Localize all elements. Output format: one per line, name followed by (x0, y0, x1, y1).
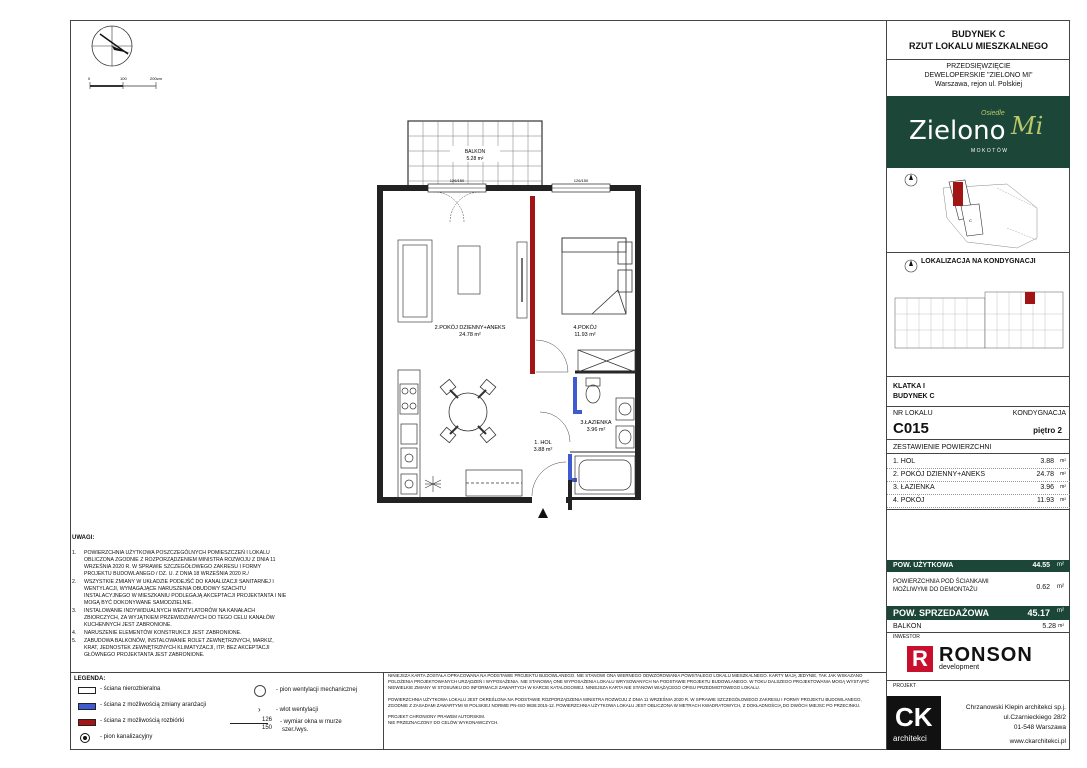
rooms-table (887, 456, 1070, 508)
pow-demontaz-value: 0.62 (1036, 584, 1050, 591)
room-row-label: 3. ŁAZIENKA (893, 484, 935, 491)
room-row-value: 11.93 (1037, 497, 1054, 504)
drain-stack-icon (80, 733, 90, 743)
balkon-value: 5.28 (1042, 623, 1056, 630)
budynek-label: BUDYNEK C (893, 393, 935, 400)
location-title: LOKALIZACJA NA KONDYGNACJI (921, 258, 1036, 265)
building-title: BUDYNEK C (951, 29, 1006, 39)
room1-label: 1. HOL (534, 440, 552, 446)
note-number: 1. (72, 550, 77, 556)
room-row-label: 4. POKÓJ (893, 497, 925, 504)
room-row-unit: m² (1060, 458, 1066, 464)
demolishable-wall (530, 196, 535, 374)
vent-stack-icon (254, 685, 266, 697)
room-row-value: 24.78 (1036, 471, 1054, 478)
title-block: BUDYNEK C RZUT LOKALU MIESZKALNEGO PRZEDSIĘWZIĘCIE DEWELOPERSKIE "ZIELONO MI" Warszawa, rejon ul. Polskiej Osiedle Zielono Mi MOKOTÓW C LOKALIZACJA NA KONDYGNACJI KLATKA I BUDYNEK C NR LOKALU KONDYGNACJA C015 piętro 2 ZESTAWIENIE POWIERZCHNI 1. HOL 3.88 m² 2. POKÓJ DZIENNY+ANEKS 24.78 m² 3. ŁAZIENKA 3.96 m² 4. POKÓJ 11.93 m² POW. UŻYTKOWA 44.55 m² POWIERZCHNIA POD ŚCIANKAMI MOŻLIWYMI DO DEMONTAŻU 0.62 m² POW. SPRZEDAŻOWA 45.17 m² BALKON 5.28 m² INWESTOR R RONSON development PROJEKT CK architekci Chrzanowski Klepin architekci sp.j. ul.Czarnieckiego 28/2 01-548 Warszawa www.ckarchitekci.pl (886, 20, 1070, 750)
room1-area: 3.88 m² (533, 447, 553, 453)
coffee-table-icon (458, 246, 480, 294)
note-text: INSTALOWANIE INDYWIDUALNYCH WENTYLATORÓW NA KANAŁACH ZBIORCZYCH, ZA WYJĄTKIEM PRZEWIDZIANYCH DO TEGO CELU KANAŁÓW KUCHENNYCH JEST ZABRONIONE. (84, 608, 275, 628)
legend-title: LEGENDA: (74, 676, 106, 682)
sink-icon (616, 426, 634, 448)
room-row-unit: m² (1060, 484, 1066, 490)
note-text: POWIERZCHNIA UŻYTKOWA POSZCZEGÓLNYCH POMIESZCZEŃ I LOKALU OBLICZONA ZGODNIE Z ROZPORZĄDZENIEM MINISTRA ROZWOJU Z DNIA 11 WRZEŚNIA 2020 R. W SPRAWIE SZCZEGÓŁOWEGO ZAKRESU I FORMY PROJEKTU BUDOWLANEGO / DZ. U. Z DNIA 18 WRZEŚNIA 2020 R./ (84, 550, 276, 577)
floor-location-map (887, 258, 1071, 358)
note-number: 2. (72, 579, 77, 585)
balcony-label: BALKON (464, 149, 486, 155)
site-map (887, 168, 1071, 252)
room-row-unit: m² (1060, 471, 1066, 477)
room4-area: 11.93 m² (574, 332, 596, 338)
kitchen-counter-icon (398, 370, 420, 498)
dining-table-icon (440, 379, 496, 442)
project-label: PROJEKT (893, 683, 917, 689)
room3-label: 3.ŁAZIENKA (580, 420, 612, 426)
disclaimer-p1: NINIEJSZA KARTA ZOSTAŁA OPRACOWANA NA PODSTAWIE PROJEKTU BUDOWLANEGO. NIE STANOWI ONA WIERNEGO ODWZOROWANIA POWSTAŁEGO LOKALU MIESZKALNEGO. KARTY MAJĄ JEDYNIE, TAK JAK WSKAZANO POLOŻENIA PROJEKTOWANYCH URZĄDZEŃ I WYPOSAŻENIA. NIE STANOWIĄ ONE WYPOSAŻENIA LOKALU WRYSOWANYCH NA PODSTAWIE PROJEKTU BUDOWLANEGO. W TOKU DALSZEGO PROJEKTOWANIA MOGĄ WYSTĄPIĆ NIEWIELKIE ZMIANY W STOSUNKU DO INFORMACJI ZAWARTYCH W KARCIE KATALOGOWEJ. NINIEJSZA KARTA NIE STANOWI WIĄŻĄCEGO OPISU PRZEDMIOTOWEGO LOKALU. (388, 673, 870, 691)
room-row-unit: m² (1060, 497, 1066, 503)
wardrobe-icon (466, 470, 522, 496)
legend: LEGENDA: - ściana nierozbieralna - ściana z możliwością zmiany aranżacji - ściana z możliwością rozbiórki - pion kanalizacyjny - pion wentylacji mechanicznej › - wlot wentylacji 126 150 - wymiar okna w murze szer./wys. (74, 675, 380, 749)
vent-inlet-icon: › (258, 705, 261, 714)
project-line3: Warszawa, rejon ul. Polskiej (934, 81, 1023, 88)
plan-title: RZUT LOKALU MIESZKALNEGO (909, 41, 1048, 51)
balcony (408, 121, 542, 188)
bed-icon (562, 238, 632, 314)
rearrangeable-wall-2 (570, 454, 577, 480)
areas-title: ZESTAWIENIE POWIERZCHNI (893, 444, 992, 451)
room-row (887, 456, 1070, 469)
disclaimer (388, 673, 882, 726)
pow-uzytkowa-value: 44.55 (1032, 562, 1050, 569)
note-number: 5. (72, 638, 77, 644)
room2-area: 24.78 m² (459, 332, 481, 338)
ronson-r-icon: R (907, 646, 933, 672)
zielono-logo: Osiedle Zielono Mi MOKOTÓW (887, 96, 1070, 168)
disclaimer-p4: NIE PRZEZNACZONY DO CELÓW WYKONAWCZYCH. (388, 720, 499, 726)
disclaimer-p3: PROJEKT CHRONIONY PRAWEM AUTORSKIM. (388, 714, 486, 720)
note-item (72, 550, 288, 578)
room-row-label: 2. POKÓJ DZIENNY+ANEKS (893, 471, 985, 478)
toilet-icon (586, 378, 600, 403)
unit-floor: piętro 2 (1033, 426, 1062, 435)
bathtub-icon (575, 456, 635, 494)
pow-sprzedazowa-value: 45.17 (1027, 608, 1050, 618)
room-row (887, 482, 1070, 495)
zielono-wordmark: Zielono (909, 116, 1006, 146)
klatka-label: KLATKA I (893, 383, 925, 390)
bedroom-wardrobe-icon (578, 350, 635, 372)
note-text: WSZYSTKIE ZMIANY W UKŁADZIE PODEJŚĆ DO KANALIZACJI SANITARNEJ I WENTYLACJI, WYMAGAJĄCE NARUSZENIA OBUDOWY SZACHTU INSTALACYJNEGO W MIESZKANIU PODLEGAJĄ AKCEPTACJI PROJEKTANTA I NIE MOGĄ BYĆ DOKONYWANE SAMODZIELNIE. (84, 579, 287, 606)
room-row (887, 469, 1070, 482)
project-website: www.ckarchitekci.pl (1009, 738, 1066, 745)
note-number: 4. (72, 630, 77, 636)
nr-lokalu-label: NR LOKALU (893, 410, 933, 417)
disclaimer-p2: POWIERZCHNIA UŻYTKOWA LOKALU JEST OKREŚLONA NA PODSTAWIE ROZPORZĄDZENIA MINISTRA ROZWOJU Z DNIA 11 WRZEŚNIA 2020 R. W SPRAWIE SZCZEGÓŁOWEGO ZAKRESU I FORMY PROJEKTU BUDOWLANEGO, ZGODNIE Z ZASADAMI ZAWARTYMI W POLSKIEJ NORMIE PN-ISO 9836:2015-12. POWIERZCHNIA UŻYTKOWA LOKALU JEST OBLICZONA W METRACH KWADRATOWYCH, Z DOKŁADNOŚCIĄ DO DWÓCH MIEJSC PO PRZECINKU. (388, 696, 862, 708)
notes-block (72, 534, 288, 660)
sofa-icon (398, 240, 432, 322)
balkon-label: BALKON (893, 623, 922, 630)
floor-plan (70, 20, 886, 520)
room-row-value: 3.96 (1040, 484, 1054, 491)
pow-uzytkowa-row: POW. UŻYTKOWA 44.55 m² (887, 560, 1070, 572)
room4-label: 4.POKÓJ (573, 325, 597, 331)
ck-logo: CK architekci (887, 696, 941, 750)
balcony-area: 5.28 m² (466, 156, 484, 162)
note-item (72, 638, 288, 659)
project-line2: DEWELOPERSKIE "ZIELONO MI" (924, 72, 1033, 79)
window-dim-2: 126/150 (573, 178, 589, 183)
washing-machine-icon (616, 398, 634, 420)
note-item (72, 630, 288, 637)
entrance-arrow-icon (538, 508, 548, 518)
scale-bar (88, 76, 163, 89)
room-row-value: 3.88 (1040, 458, 1054, 465)
note-text: NARUSZENIE ELEMENTÓW KONSTRUKCJI JEST ZABRONIONE. (84, 630, 242, 636)
north-arrow-icon (92, 26, 132, 66)
rearrangeable-wall-1 (575, 377, 582, 412)
note-number: 3. (72, 608, 77, 614)
project-line1: PRZEDSIĘWZIĘCIE (946, 63, 1011, 70)
kondygnacja-label: KONDYGNACJA (1012, 410, 1066, 417)
room-row-label: 1. HOL (893, 458, 916, 465)
room-row (887, 495, 1070, 508)
window-dim-1: 126/150 (449, 178, 465, 183)
notes-title: UWAGI: (72, 535, 95, 541)
unit-number: C015 (893, 420, 929, 437)
investor-label: INWESTOR (893, 634, 920, 640)
note-text: ZABUDOWA BALKONÓW, INSTALOWANIE ROLET ZEWNĘTRZNYCH, MARKIZ, KRAT, JEDNOSTEK ZEWNĘTRZNYCH KLIMATYZACJI, ITP. BEZ AKCEPTACJI GŁÓWNEGO PROJEKTANTA JEST ZABRONIONE. (84, 638, 274, 658)
room3-area: 3.96 m² (586, 427, 606, 433)
pow-sprzedazowa-row: POW. SPRZEDAŻOWA 45.17 m² (887, 606, 1070, 620)
room2-label: 2.POKÓJ DZIENNY+ANEKS (434, 325, 506, 331)
svg-text:C: C (969, 218, 972, 223)
scale-label-100: 100 (120, 76, 127, 81)
scale-label-200: 200cm (150, 76, 163, 81)
note-item (72, 608, 288, 629)
drain-stack-icon (425, 476, 441, 492)
scale-label-0: 0 (88, 76, 91, 81)
note-item (72, 579, 288, 607)
apartment-walls (380, 184, 642, 512)
